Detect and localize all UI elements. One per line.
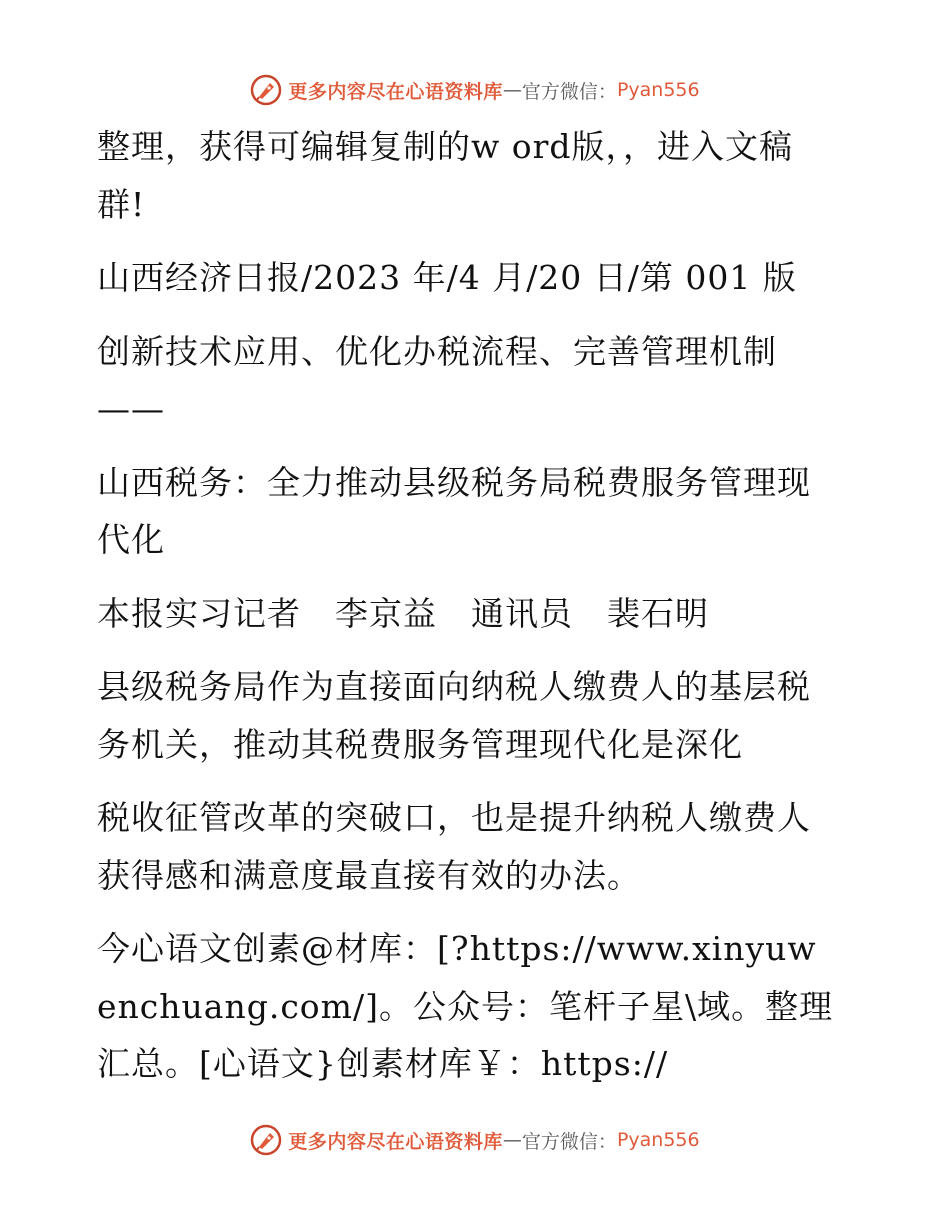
pen-nib-logo-icon <box>250 74 282 106</box>
header-banner <box>0 70 950 110</box>
banner-separator: — <box>502 1129 522 1151</box>
paragraph-headline: 山西税务：全力推动县级税务局税费服务管理现代化 <box>97 462 811 559</box>
paragraph-intro: 整理，获得可编辑复制的w ord版，，进入文稿群! <box>97 127 794 224</box>
paragraph-body-2: 税收征管改革的突破口，也是提升纳税人缴费人获得感和满意度最直接有效的办法。 <box>97 798 811 895</box>
banner-wechat-id: Pyan556 <box>616 1129 700 1151</box>
paragraph-byline: 本报实习记者 李京益 通讯员 裴石明 <box>97 593 709 633</box>
paragraph-subtitle: 创新技术应用、优化办税流程、完善管理机制—— <box>97 331 777 428</box>
footer-banner <box>0 1120 950 1160</box>
banner-separator: — <box>502 79 522 101</box>
paragraph-body-1: 县级税务局作为直接面向纳税人缴费人的基层税务机关，推动其税费服务管理现代化是深化 <box>97 667 811 764</box>
banner-main-text: 更多内容尽在心语资料库 <box>288 80 503 103</box>
banner-main-text: 更多内容尽在心语资料库 <box>288 1130 503 1153</box>
pen-nib-logo-icon <box>250 1124 282 1156</box>
banner-wechat-label: 官方微信： <box>521 80 617 103</box>
banner-wechat-label: 官方微信： <box>521 1130 617 1153</box>
paragraph-footer-note: 今心语文创素@材库：[?https://www.xinyuwenchuang.com/]。公众号：笔杆子星\域。整理汇总。[心语文}创素材库￥：https:// <box>97 929 834 1083</box>
banner-wechat-id: Pyan556 <box>616 79 700 101</box>
paragraph-source: 山西经济日报/2023 年/4 月/20 日/第 001 版 <box>97 258 797 297</box>
document-body <box>97 118 837 1109</box>
